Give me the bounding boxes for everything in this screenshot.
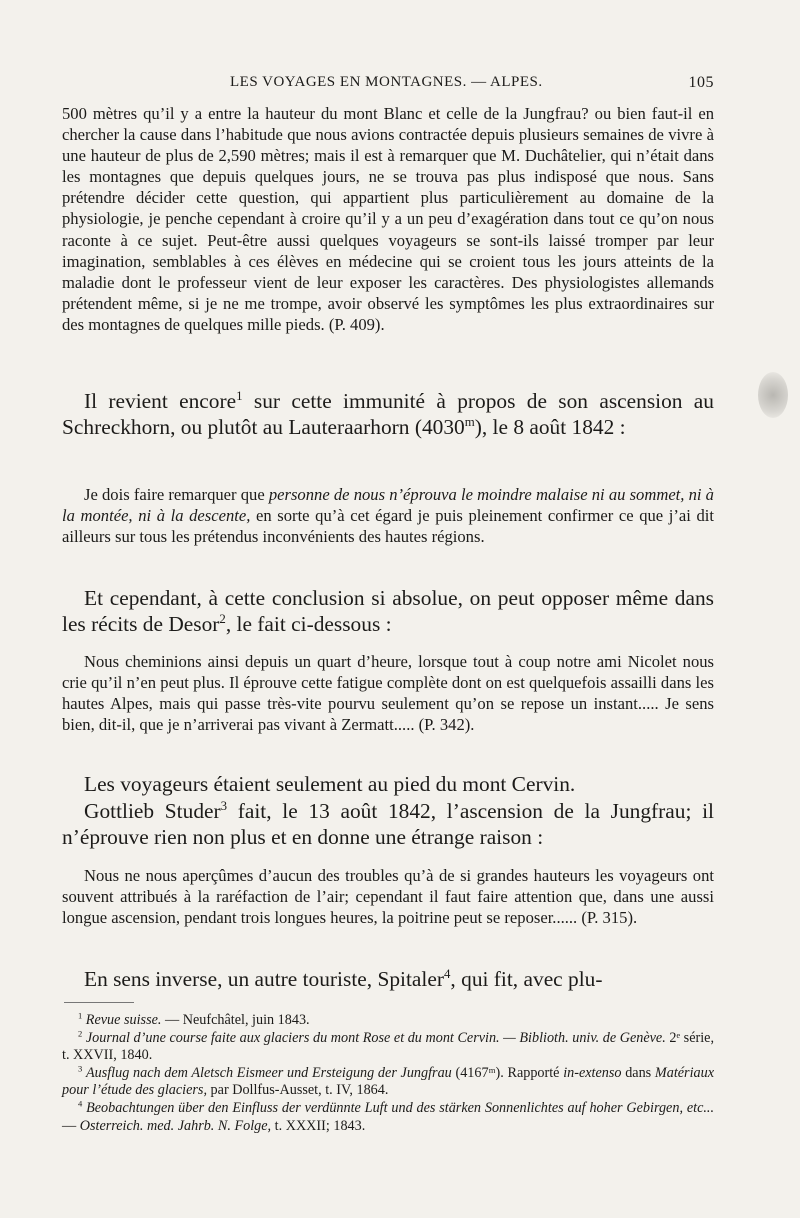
footnote-2: $^2$ Journal d’une course faite aux glaciers du mont Rose et du mont Cervin. — Biblioth. univ. de Genève. 2ᵉ série, t. XXVII, 1840. (62, 1027, 715, 1064)
footnote-ref-2[interactable]: 2 (219, 612, 226, 627)
body-paragraph-2: Il revient encore$^1$ sur cette immunité à propos de son ascension au Schreckhorn, ou plutôt au Lauteraarhorn (4030$^m$), le 8 août 1842 : (62, 388, 715, 440)
book-page (62, 0, 714, 1218)
running-title: LES VOYAGES EN MONTAGNES. — ALPES. (230, 74, 543, 90)
footnote-ref-1[interactable]: 1 (236, 388, 243, 403)
quote-paragraph-3: Je dois faire remarquer que personne de nous n’éprouva le moindre malaise ni au sommet, ni à la montée, ni à la descente, en sorte qu’à cet égard je puis pleinement confirmer ce que j’ai dit ailleurs sur tous les prétendus inconvénients des hautes régions. (62, 485, 714, 547)
quote-paragraph-8: Nous ne nous aperçûmes d’aucun des troubles qu’à de si grandes hauteurs les voyageurs ont souvent attribués à la raréfaction de l’air; cependant il faut faire attention que, dans une aussi longue ascension, pendant trois longues heures, la poitrine peut se reposer...... (P. 315). (62, 866, 714, 928)
body-paragraph-6: Les voyageurs étaient seulement au pied du mont Cervin. (84, 772, 576, 796)
quote-paragraph-1: 500 mètres qu’il y a entre la hauteur du mont Blanc et celle de la Jungfrau? ou bien faut-il en chercher la cause dans l’habitude que nous avions contractée depuis plusieurs semaines de vivre à une hauteur de plus de 2,590 mètres; mais il est à remarquer que M. Duchâtelier, qui n’était dans les montagnes que depuis quelques jours, ne se trouva pas plus indisposé que nous. Sans prétendre décider cette question, qui appartient plus particulièrement au domaine de la physiologie, je penche cependant à croire qu’il y a un peu d’exagération dans tout ce qu’on nous raconte à ce sujet. Peut-être aussi quelques voyageurs se sont-ils laissé tromper par leur imagination, semblables à ces élèves en médecine qui se croient tous les jours atteints de la maladie dont le professeur vient de leur exposer les caractères. Des physiologistes allemands prétendent même, si je ne me trompe, avoir observé les symptômes les plus extraordinaires sur des montagnes de quelques mille pieds. (P. 409). (62, 104, 714, 334)
footnote-3: $^3$ Ausflug nach dem Aletsch Eismeer und Ersteigung der Jungfrau (4167ᵐ). Rapporté in-extenso dans Matériaux pour l’étude des glaciers, par Dollfus-Ausset, t. IV, 1864. (62, 1063, 715, 1099)
running-header (62, 74, 714, 98)
paper-stain (758, 372, 788, 418)
footnote-1: $^1$ Revue suisse. — Neufchâtel, juin 1843. (78, 1010, 310, 1028)
body-paragraph-9: En sens inverse, un autre touriste, Spitaler$^4$, qui fit, avec plu- (84, 966, 603, 991)
page-number: 105 (688, 74, 714, 91)
footnote-4: $^4$ Beobachtungen über den Einfluss der verdünnte Luft und des stärken Sonnenlichtes auf hoher Gebirgen, etc... — Osterreich. med. Jahrb. N. Folge, t. XXXII; 1843. (62, 1098, 715, 1134)
body-paragraph-7: Gottlieb Studer$^3$ fait, le 13 août 1842, l’ascension de la Jungfrau; il n’éprouve rien non plus et en donne une étrange raison : (62, 798, 714, 850)
footnotes (62, 1012, 714, 1135)
footnote-ref-3[interactable]: 3 (220, 798, 228, 813)
footnote-divider (64, 1002, 134, 1003)
quote-paragraph-5: Nous cheminions ainsi depuis un quart d’heure, lorsque tout à coup notre ami Nicolet nous crie qu’il n’en peut plus. Il éprouve cette fatigue complète dont on est quelquefois assailli dans les hautes Alpes, mais qui passe très-vite pourvu seulement qu’on se repose un instant..... Je sens bien, dit-il, que je n’arriverai pas vivant à Zermatt..... (P. 342). (62, 652, 714, 735)
footnote-ref-4[interactable]: 4 (444, 966, 451, 981)
body-paragraph-4: Et cependant, à cette conclusion si absolue, on peut opposer même dans les récits de Desor$^2$, le fait ci-dessous : (62, 586, 714, 637)
